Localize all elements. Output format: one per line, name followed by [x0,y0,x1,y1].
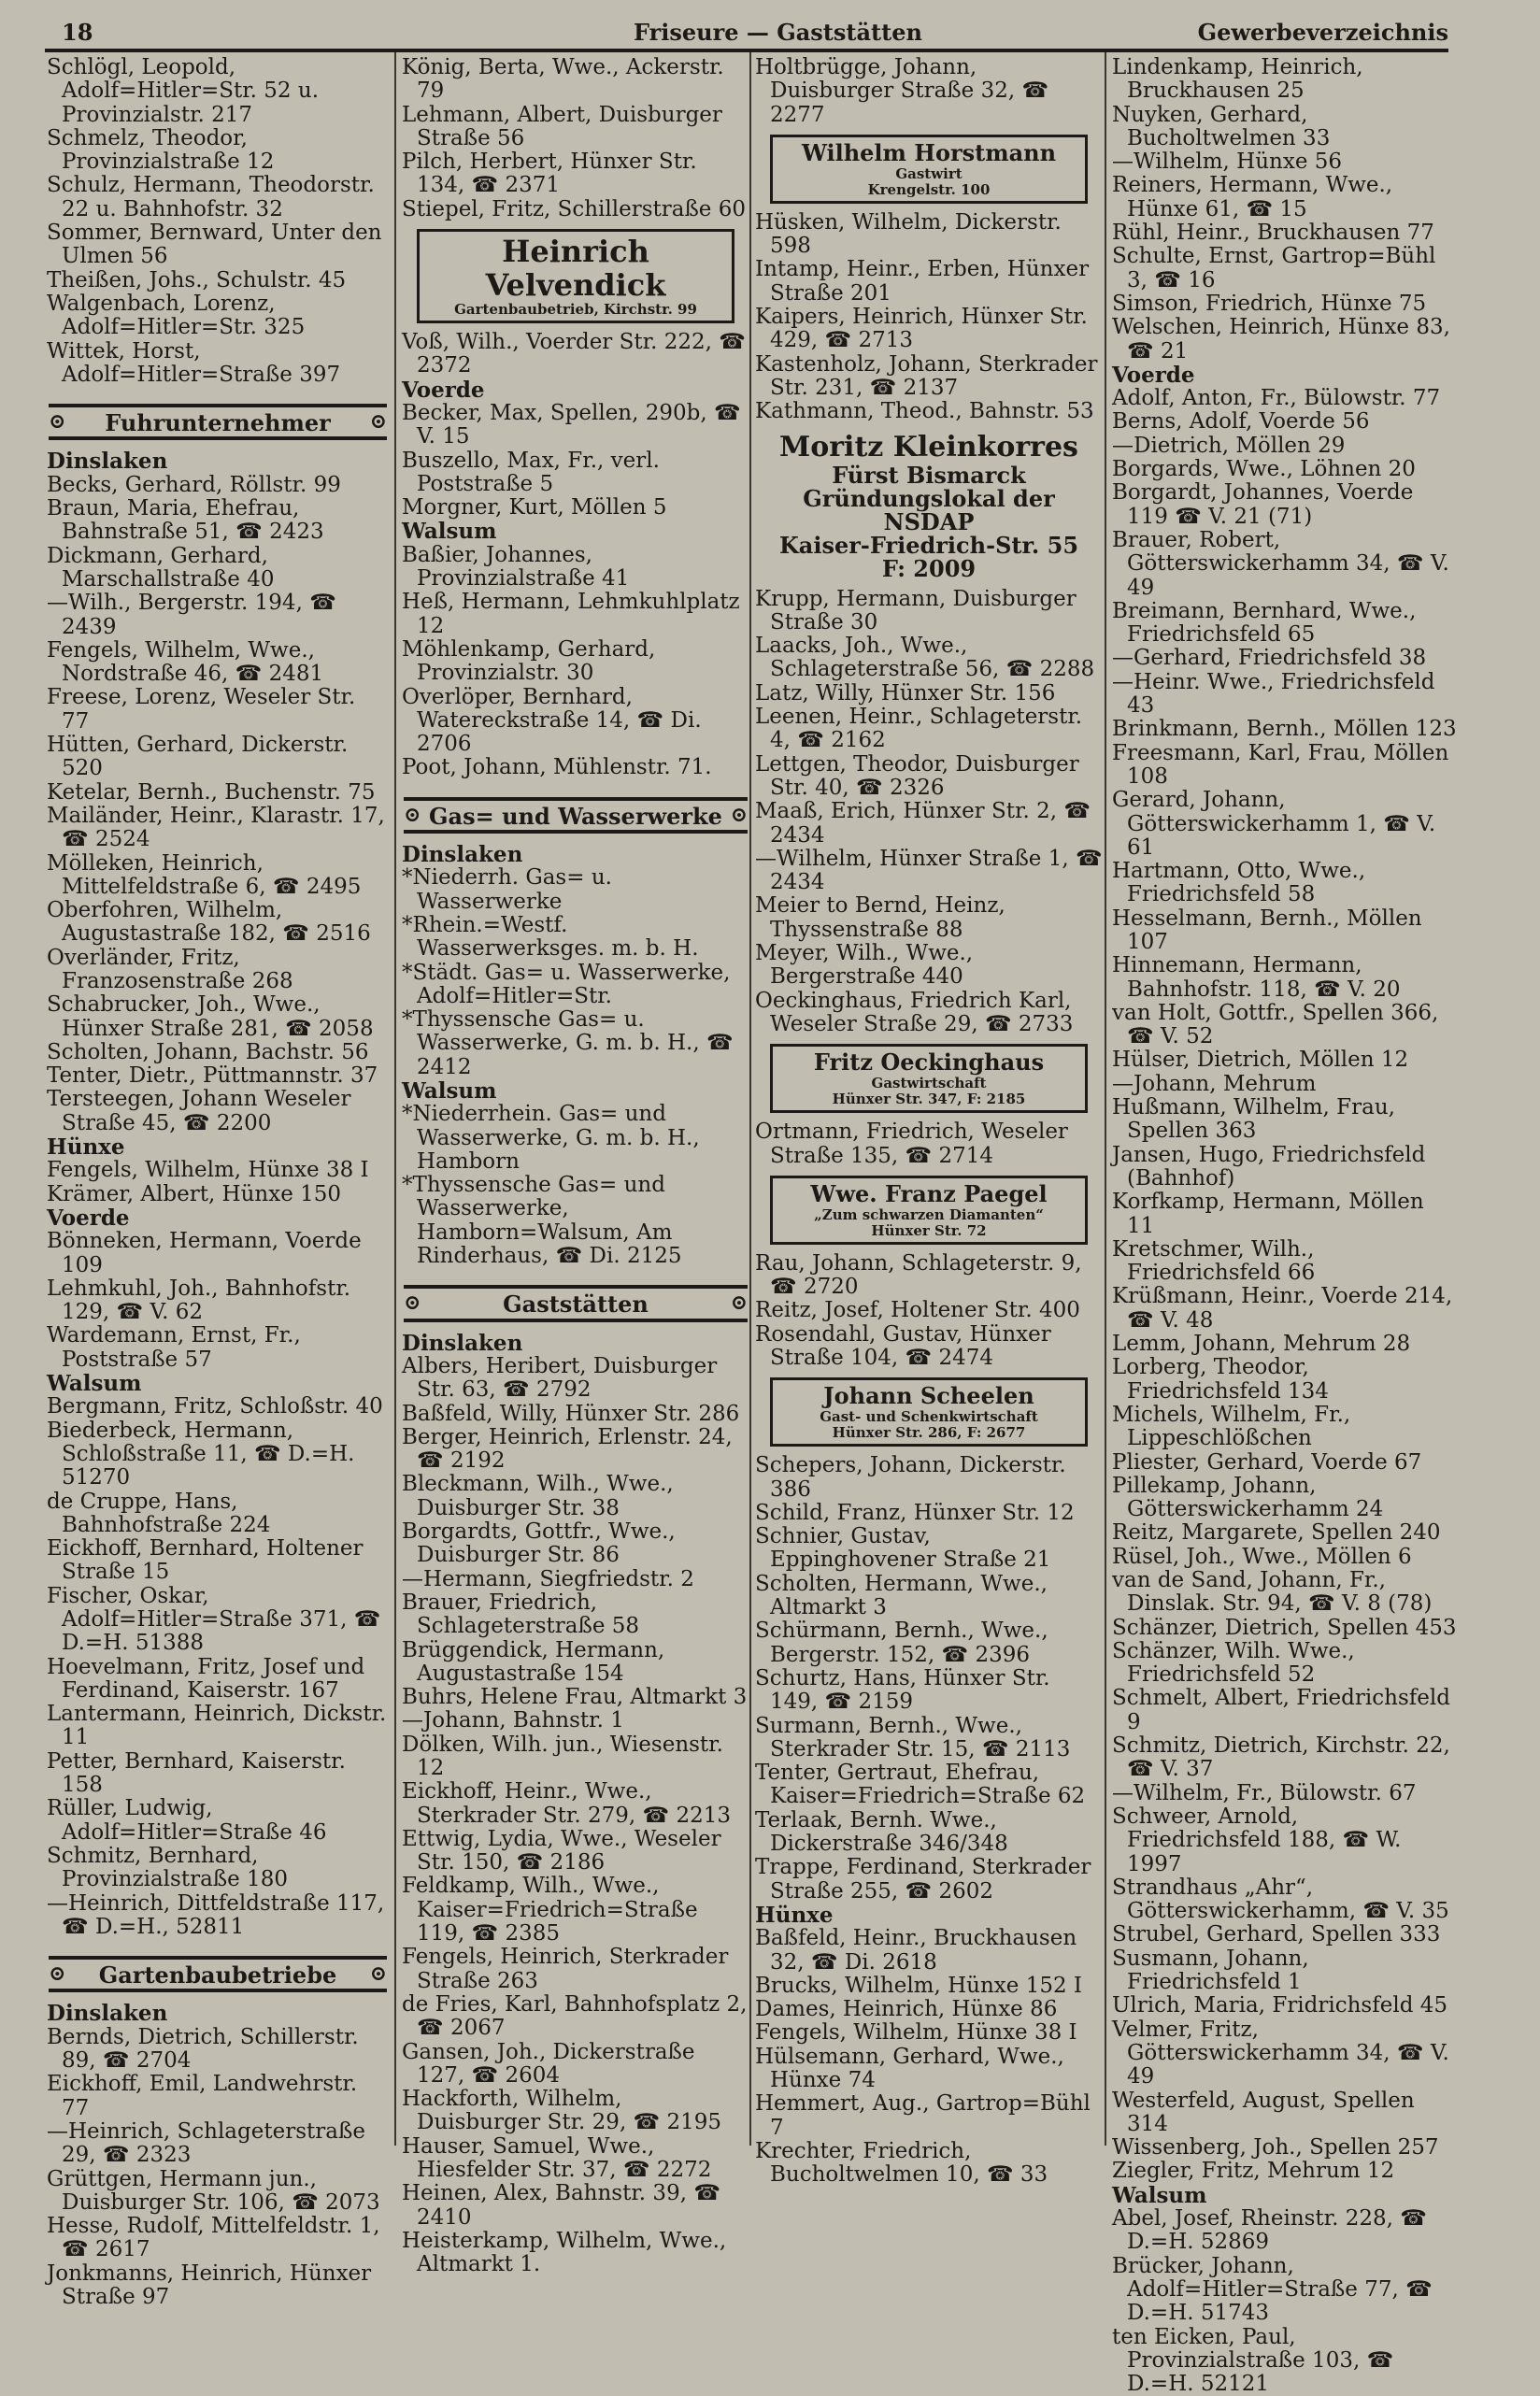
directory-entry: Hackforth, Wilhelm, Duisburger Str. 29, ☎ 2195 [402,2088,749,2135]
directory-entry: Heinen, Alex, Bahnstr. 39, ☎ 2410 [402,2182,749,2230]
directory-entry: Berns, Adolf, Voerde 56 [1112,410,1458,434]
directory-entry: König, Berta, Wwe., Ackerstr. 79 [402,56,749,104]
section-heading [49,404,387,440]
directory-entry: Grüttgen, Hermann jun., Duisburger Str. 106, ☎ 2073 [47,2168,389,2216]
directory-entry: Möhlenkamp, Gerhard, Provinzialstr. 30 [402,638,749,686]
directory-entry: Hesselmann, Bernh., Möllen 107 [1112,907,1458,955]
directory-entry: Ortmann, Friedrich, Weseler Straße 135, ☎ 2714 [755,1120,1103,1168]
directory-entry: Schmitz, Bernhard, Provinzialstraße 180 [47,1845,389,1892]
directory-entry: Krupp, Hermann, Duisburger Straße 30 [755,588,1103,635]
directory-entry: Morgner, Kurt, Möllen 5 [402,496,749,520]
advertisement-line: Kaiser-Friedrich-Str. 55 [755,534,1103,557]
place-heading: Dinslaken [402,1332,749,1355]
section-title: Fuhrunternehmer [105,409,331,436]
directory-entry: Hinnemann, Hermann, Bahnhofstr. 118, ☎ V. 20 [1112,954,1458,1002]
directory-entry: Hüsken, Wilhelm, Dickerstr. 598 [755,211,1103,259]
place-heading: Walsum [1112,2184,1458,2207]
directory-entry: Baßfeld, Willy, Hünxer Str. 286 [402,1403,749,1426]
directory-entry: *Niederrhein. Gas= und Wasserwerke, G. m. b. H., Hamborn [402,1103,749,1174]
advertisement-title: Johann Scheelen [778,1383,1079,1409]
place-heading: Hünxe [755,1904,1103,1927]
section-title: Gas= und Wasserwerke [429,803,722,830]
directory-entry: —Wilhelm, Hünxe 56 [1112,150,1458,174]
advertisement-line: Hünxer Str. 347, F: 2185 [778,1091,1079,1107]
directory-entry: Adolf, Anton, Fr., Bülowstr. 77 [1112,387,1458,410]
directory-entry: Walgenbach, Lorenz, Adolf=Hitler=Str. 325 [47,292,389,340]
advertisement-box [770,1176,1088,1245]
directory-entry: Schänzer, Dietrich, Spellen 453 [1112,1617,1458,1640]
advertisement-line: Hünxer Str. 286, F: 2677 [778,1425,1079,1441]
column-divider [749,52,751,2146]
directory-entry: Leenen, Heinr., Schlageterstr. 4, ☎ 2162 [755,706,1103,753]
advertisement-title: Wilhelm Horstmann [778,140,1079,166]
advertisement-line: „Zum schwarzen Diamanten“ [778,1207,1079,1223]
directory-entry: Mölleken, Heinrich, Mittelfeldstraße 6, ☎ 2495 [47,852,389,900]
directory-entry: *Thyssensche Gas= u. Wasserwerke, G. m. b. H., ☎ 2412 [402,1008,749,1079]
directory-entry: Freesmann, Karl, Frau, Möllen 108 [1112,742,1458,790]
directory-entry: Eickhoff, Heinr., Wwe., Sterkrader Str. 279, ☎ 2213 [402,1780,749,1828]
directory-entry: Hußmann, Wilhelm, Frau, Spellen 363 [1112,1096,1458,1144]
directory-entry: *Rhein.=Westf. Wasserwerksges. m. b. H. [402,914,749,962]
directory-entry: Breimann, Bernhard, Wwe., Friedrichsfeld 65 [1112,600,1458,648]
directory-entry: Hemmert, Aug., Gartrop=Bühl 7 [755,2092,1103,2140]
directory-entry: Rühl, Heinr., Bruckhausen 77 [1112,221,1458,245]
directory-entry: Schmelt, Albert, Friedrichsfeld 9 [1112,1687,1458,1734]
directory-entry: Freese, Lorenz, Weseler Str. 77 [47,686,389,734]
advertisement-line: Fürst Bismarck [755,464,1103,487]
column-divider [394,52,396,2146]
advertisement-line: Gast- und Schenkwirtschaft [778,1409,1079,1425]
circle-dot-icon: ⊙ [370,1962,387,1986]
advertisement-line: F: 2009 [755,557,1103,580]
directory-entry: Strubel, Gerhard, Spellen 333 [1112,1923,1458,1947]
directory-entry: Kastenholz, Johann, Sterkrader Str. 231, ☎ 2137 [755,353,1103,401]
place-heading: Dinslaken [402,843,749,866]
directory-entry: Hartmann, Otto, Wwe., Friedrichsfeld 58 [1112,860,1458,907]
directory-entry: *Niederrh. Gas= u. Wasserwerke [402,866,749,914]
directory-entry: Strandhaus „Ahr“, Götterswickerhamm, ☎ V. 35 [1112,1876,1458,1924]
directory-entry: Kaipers, Heinrich, Hünxer Str. 429, ☎ 2713 [755,306,1103,353]
page-number: 18 [62,19,93,46]
directory-entry: Buhrs, Helene Frau, Altmarkt 3 [402,1686,749,1709]
circle-dot-icon: ⊙ [370,410,387,434]
place-heading: Dinslaken [47,2002,389,2025]
directory-entry: Scholten, Johann, Bachstr. 56 [47,1041,389,1064]
directory-entry: Heisterkamp, Wilhelm, Wwe., Altmarkt 1. [402,2230,749,2277]
advertisement-line: Gastwirt [778,166,1079,182]
directory-entry: Hesse, Rudolf, Mittelfeldstr. 1, ☎ 2617 [47,2215,389,2262]
directory-entry: Overlöper, Bernhard, Watereckstraße 14, ☎ Di. 2706 [402,686,749,757]
directory-entry: Fengels, Wilhelm, Hünxe 38 I [755,2021,1103,2045]
advertisement-title: Wwe. Franz Paegel [778,1181,1079,1207]
page-header [45,15,1448,47]
directory-entry: Schweer, Arnold, Friedrichsfeld 188, ☎ W. 1997 [1112,1805,1458,1876]
directory-entry: Schnier, Gustav, Eppinghovener Straße 21 [755,1525,1103,1573]
directory-entry: Schürmann, Bernh., Wwe., Bergerstr. 152, ☎ 2396 [755,1619,1103,1667]
section-title: Gartenbaubetriebe [99,1961,337,1989]
directory-entry: Nuyken, Gerhard, Bucholtwelmen 33 [1112,104,1458,151]
directory-entry: Abel, Josef, Rheinstr. 228, ☎ D.=H. 52869 [1112,2207,1458,2255]
directory-entry: Ketelar, Bernh., Buchenstr. 75 [47,781,389,805]
column-2 [402,56,749,2146]
directory-entry: Wittek, Horst, Adolf=Hitler=Straße 397 [47,340,389,388]
directory-entry: Voß, Wilh., Voerder Str. 222, ☎ 2372 [402,331,749,378]
directory-entry: Schurtz, Hans, Hünxer Str. 149, ☎ 2159 [755,1667,1103,1715]
directory-entry: Krüßmann, Heinr., Voerde 214, ☎ V. 48 [1112,1285,1458,1333]
directory-entry: de Fries, Karl, Bahnhofsplatz 2, ☎ 2067 [402,1993,749,2041]
directory-entry: Susmann, Johann, Friedrichsfeld 1 [1112,1947,1458,1995]
place-heading: Voerde [47,1206,389,1230]
directory-entry: Tenter, Gertraut, Ehefrau, Kaiser=Friedrich=Straße 62 [755,1761,1103,1809]
directory-entry: —Wilh., Bergerstr. 194, ☎ 2439 [47,592,389,639]
column-1 [47,56,389,2146]
directory-entry: Bergmann, Fritz, Schloßstr. 40 [47,1395,389,1419]
header-rule [45,49,1448,52]
directory-entry: —Wilhelm, Hünxer Straße 1, ☎ 2434 [755,848,1103,895]
directory-entry: Schulte, Ernst, Gartrop=Bühl 3, ☎ 16 [1112,245,1458,292]
directory-entry: Biederbeck, Hermann, Schloßstraße 11, ☎ D.=H. 51270 [47,1419,389,1490]
directory-entry: Rau, Johann, Schlageterstr. 9, ☎ 2720 [755,1252,1103,1300]
advertisement-title: Moritz Kleinkorres [755,432,1103,464]
directory-entry: Fengels, Wilhelm, Hünxe 38 I [47,1159,389,1182]
directory-entry: Becker, Max, Spellen, 290b, ☎ V. 15 [402,402,749,449]
directory-entry: Welschen, Heinrich, Hünxe 83, ☎ 21 [1112,316,1458,364]
directory-entry: Westerfeld, August, Spellen 314 [1112,2089,1458,2137]
directory-entry: Krechter, Friedrich, Bucholtwelmen 10, ☎ 33 [755,2140,1103,2188]
directory-entry: Braun, Maria, Ehefrau, Bahnstraße 51, ☎ 2423 [47,497,389,545]
directory-entry: Schild, Franz, Hünxer Str. 12 [755,1502,1103,1525]
directory-entry: Borgardt, Johannes, Voerde 119 ☎ V. 21 (71) [1112,481,1458,529]
directory-entry: Latz, Willy, Hünxer Str. 156 [755,682,1103,706]
section-title: Gaststätten [503,1291,649,1318]
advertisement-box [755,432,1103,580]
directory-entry: Hülsemann, Gerhard, Wwe., Hünxe 74 [755,2046,1103,2093]
directory-entry: Fengels, Heinrich, Sterkrader Straße 263 [402,1946,749,1993]
directory-entry: Eickhoff, Emil, Landwehrstr. 77 [47,2073,389,2120]
circle-dot-icon: ⊙ [731,1291,748,1315]
directory-entry: Ulrich, Maria, Fridrichsfeld 45 [1112,1994,1458,2018]
directory-entry: Sommer, Bernward, Unter den Ulmen 56 [47,221,389,269]
directory-entry: Fengels, Wilhelm, Wwe., Nordstraße 46, ☎ 2481 [47,639,389,687]
advertisement-box [770,1377,1088,1447]
directory-entry: Lettgen, Theodor, Duisburger Str. 40, ☎ 2326 [755,753,1103,801]
directory-entry: Wardemann, Ernst, Fr., Poststraße 57 [47,1324,389,1372]
directory-entry: Pilch, Herbert, Hünxer Str. 134, ☎ 2371 [402,150,749,198]
running-title: Friseure — Gaststätten [634,19,922,46]
place-heading: Walsum [402,520,749,543]
section-heading [404,1285,748,1321]
directory-entry: van Holt, Gottfr., Spellen 366, ☎ V. 52 [1112,1002,1458,1049]
directory-entry: Jansen, Hugo, Friedrichsfeld (Bahnhof) [1112,1144,1458,1191]
directory-entry: ten Eicken, Paul, Provinzialstraße 103, ☎ D.=H. 52121 [1112,2326,1458,2396]
directory-entry: Poot, Johann, Mühlenstr. 71. [402,756,749,779]
directory-entry: Brucks, Wilhelm, Hünxe 152 I [755,1975,1103,1998]
directory-entry: Surmann, Bernh., Wwe., Sterkrader Str. 15, ☎ 2113 [755,1715,1103,1762]
directory-entry: Schabrucker, Joh., Wwe., Hünxer Straße 281, ☎ 2058 [47,993,389,1041]
directory-entry: Schulz, Hermann, Theodorstr. 22 u. Bahnhofstr. 32 [47,174,389,221]
advertisement-line: Gastwirtschaft [778,1076,1079,1091]
directory-entry: Borgardts, Gottfr., Wwe., Duisburger Str. 86 [402,1520,749,1568]
place-heading: Hünxe [47,1135,389,1159]
directory-entry: Ziegler, Fritz, Mehrum 12 [1112,2160,1458,2183]
circle-dot-icon: ⊙ [49,1962,65,1986]
directory-entry: —Heinrich, Schlageterstraße 29, ☎ 2323 [47,2120,389,2168]
directory-entry: Feldkamp, Wilh., Wwe., Kaiser=Friedrich=Straße 119, ☎ 2385 [402,1875,749,1946]
directory-entry: Simson, Friedrich, Hünxe 75 [1112,292,1458,316]
directory-entry: Velmer, Fritz, Götterswickerhamm 34, ☎ V. 49 [1112,2018,1458,2089]
directory-entry: Korfkamp, Hermann, Möllen 11 [1112,1191,1458,1238]
directory-entry: Heß, Hermann, Lehmkuhlplatz 12 [402,591,749,638]
directory-entry: Maaß, Erich, Hünxer Str. 2, ☎ 2434 [755,800,1103,848]
column-4 [1112,56,1458,2146]
directory-entry: Jonkmanns, Heinrich, Hünxer Straße 97 [47,2262,389,2310]
directory-entry: Lemm, Johann, Mehrum 28 [1112,1333,1458,1356]
directory-entry: Reitz, Josef, Holtener Str. 400 [755,1299,1103,1322]
directory-entry: Overländer, Fritz, Franzosenstraße 268 [47,947,389,994]
directory-entry: Kathmann, Theod., Bahnstr. 53 [755,400,1103,423]
directory-entry: —Heinrich, Dittfeldstraße 117, ☎ D.=H., 52811 [47,1892,389,1940]
directory-entry: Pliester, Gerhard, Voerde 67 [1112,1451,1458,1475]
directory-entry: Brauer, Robert, Götterswickerhamm 34, ☎ V. 49 [1112,529,1458,600]
directory-entry: Schmelz, Theodor, Provinzialstraße 12 [47,127,389,175]
section-heading [49,1956,387,1992]
directory-entry: Hoevelmann, Fritz, Josef und Ferdinand, Kaiserstr. 167 [47,1656,389,1704]
directory-entry: Lehmkuhl, Joh., Bahnhofstr. 129, ☎ V. 62 [47,1277,389,1325]
circle-dot-icon: ⊙ [404,804,421,827]
directory-entry: Michels, Wilhelm, Fr., Lippeschlößchen [1112,1404,1458,1451]
advertisement-title: Heinrich Velvendick [425,235,726,302]
directory-entry: Dickmann, Gerhard, Marschallstraße 40 [47,545,389,592]
place-heading: Voerde [1112,364,1458,387]
directory-entry: Laacks, Joh., Wwe., Schlageterstraße 56, ☎ 2288 [755,635,1103,682]
directory-entry: —Johann, Mehrum [1112,1073,1458,1096]
directory-entry: Schepers, Johann, Dickerstr. 386 [755,1454,1103,1502]
advertisement-title: Fritz Oeckinghaus [778,1049,1079,1076]
directory-entry: Scholten, Hermann, Wwe., Altmarkt 3 [755,1573,1103,1620]
place-heading: Walsum [47,1372,389,1395]
directory-entry: Oeckinghaus, Friedrich Karl, Weseler Straße 29, ☎ 2733 [755,990,1103,1037]
directory-entry: Trappe, Ferdinand, Sterkrader Straße 255, ☎ 2602 [755,1856,1103,1904]
directory-entry: Buszello, Max, Fr., verl. Poststraße 5 [402,449,749,497]
directory-entry: Rosendahl, Gustav, Hünxer Straße 104, ☎ 2474 [755,1323,1103,1371]
directory-entry: Dölken, Wilh. jun., Wiesenstr. 12 [402,1733,749,1781]
directory-entry: Schlögl, Leopold, Adolf=Hitler=Str. 52 u. Provinzialstr. 217 [47,56,389,127]
advertisement-line: Gartenbaubetrieb, Kirchstr. 99 [425,302,726,318]
column-3 [755,56,1103,2146]
directory-entry: Oberfohren, Wilhelm, Augustastraße 182, ☎ 2516 [47,899,389,947]
advertisement-line: Gründungslokal der NSDAP [755,487,1103,534]
running-title-right: Gewerbeverzeichnis [1198,19,1448,46]
directory-entry: Hauser, Samuel, Wwe., Hiesfelder Str. 37, ☎ 2272 [402,2135,749,2183]
directory-entry: Ettwig, Lydia, Wwe., Weseler Str. 150, ☎ 2186 [402,1828,749,1875]
directory-entry: Brauer, Friedrich, Schlageterstraße 58 [402,1591,749,1639]
directory-entry: Mailänder, Heinr., Klarastr. 17, ☎ 2524 [47,805,389,852]
directory-entry: *Städt. Gas= u. Wasserwerke, Adolf=Hitler=Str. [402,962,749,1009]
directory-entry: Fischer, Oskar, Adolf=Hitler=Straße 371, ☎ D.=H. 51388 [47,1585,389,1656]
directory-entry: Baßfeld, Heinr., Bruckhausen 32, ☎ Di. 2618 [755,1927,1103,1975]
directory-entry: Reiners, Hermann, Wwe., Hünxe 61, ☎ 15 [1112,174,1458,221]
directory-entry: Rüsel, Joh., Wwe., Möllen 6 [1112,1546,1458,1569]
directory-entry: Meier to Bernd, Heinz, Thyssenstraße 88 [755,894,1103,942]
advertisement-box [770,1044,1088,1113]
directory-entry: Wissenberg, Joh., Spellen 257 [1112,2136,1458,2160]
directory-entry: Bleckmann, Wilh., Wwe., Duisburger Str. 38 [402,1473,749,1520]
directory-entry: Bönneken, Hermann, Voerde 109 [47,1230,389,1277]
directory-entry: Gerard, Johann, Götterswickerhamm 1, ☎ V. 61 [1112,789,1458,860]
directory-entry: —Johann, Bahnstr. 1 [402,1709,749,1733]
circle-dot-icon: ⊙ [731,804,748,827]
directory-entry: Brüggendick, Hermann, Augustastraße 154 [402,1639,749,1687]
directory-entry: Krämer, Albert, Hünxe 150 [47,1183,389,1206]
directory-entry: Hülser, Dietrich, Möllen 12 [1112,1048,1458,1072]
directory-entry: Lehmann, Albert, Duisburger Straße 56 [402,104,749,151]
directory-entry: Lantermann, Heinrich, Dickstr. 11 [47,1703,389,1750]
directory-entry: —Gerhard, Friedrichsfeld 38 [1112,647,1458,670]
advertisement-box [770,135,1088,204]
directory-entry: *Thyssensche Gas= und Wasserwerke, Hamborn=Walsum, Am Rinderhaus, ☎ Di. 2125 [402,1174,749,1268]
directory-entry: Brinkmann, Bernh., Möllen 123 [1112,718,1458,741]
directory-entry: Rüller, Ludwig, Adolf=Hitler=Straße 46 [47,1797,389,1845]
directory-entry: Holtbrügge, Johann, Duisburger Straße 32, ☎ 2277 [755,56,1103,127]
directory-entry: Bernds, Dietrich, Schillerstr. 89, ☎ 2704 [47,2026,389,2074]
directory-entry: Meyer, Wilh., Wwe., Bergerstraße 440 [755,942,1103,990]
circle-dot-icon: ⊙ [49,410,65,434]
directory-entry: Kretschmer, Wilh., Friedrichsfeld 66 [1112,1238,1458,1286]
place-heading: Dinslaken [47,449,389,473]
directory-entry: Lorberg, Theodor, Friedrichsfeld 134 [1112,1356,1458,1404]
directory-entry: Reitz, Margarete, Spellen 240 [1112,1521,1458,1545]
directory-entry: Petter, Bernhard, Kaiserstr. 158 [47,1750,389,1798]
directory-entry: Tenter, Dietr., Püttmannstr. 37 [47,1064,389,1088]
directory-entry: Hütten, Gerhard, Dickerstr. 520 [47,734,389,781]
directory-entry: Intamp, Heinr., Erben, Hünxer Straße 201 [755,258,1103,306]
directory-entry: —Wilhelm, Fr., Bülowstr. 67 [1112,1782,1458,1805]
advertisement-line: Krengelstr. 100 [778,182,1079,198]
advertisement-line: Hünxer Str. 72 [778,1223,1079,1239]
directory-entry: Schmitz, Dietrich, Kirchstr. 22, ☎ V. 37 [1112,1734,1458,1782]
place-heading: Walsum [402,1079,749,1103]
directory-entry: Theißen, Johs., Schulstr. 45 [47,269,389,292]
directory-entry: Borgards, Wwe., Löhnen 20 [1112,458,1458,481]
advertisement-box [417,229,734,323]
directory-entry: Albers, Heribert, Duisburger Str. 63, ☎ 2792 [402,1355,749,1403]
directory-entry: Becks, Gerhard, Röllstr. 99 [47,474,389,497]
directory-entry: —Dietrich, Möllen 29 [1112,435,1458,458]
directory-entry: Stiepel, Fritz, Schillerstraße 60 [402,198,749,221]
directory-entry: Gansen, Joh., Dickerstraße 127, ☎ 2604 [402,2041,749,2089]
directory-entry: Schänzer, Wilh. Wwe., Friedrichsfeld 52 [1112,1640,1458,1688]
directory-entry: de Cruppe, Hans, Bahnhofstraße 224 [47,1490,389,1538]
directory-entry: Pillekamp, Johann, Götterswickerhamm 24 [1112,1475,1458,1522]
directory-entry: —Heinr. Wwe., Friedrichsfeld 43 [1112,671,1458,719]
directory-entry: Dames, Heinrich, Hünxe 86 [755,1998,1103,2021]
directory-entry: Terlaak, Bernh. Wwe., Dickerstraße 346/348 [755,1809,1103,1857]
section-heading [404,797,748,834]
place-heading: Voerde [402,378,749,402]
directory-entry: Berger, Heinrich, Erlenstr. 24, ☎ 2192 [402,1426,749,1474]
column-divider [1105,52,1106,2146]
directory-entry: —Hermann, Siegfriedstr. 2 [402,1568,749,1591]
directory-entry: van de Sand, Johann, Fr., Dinslak. Str. 94, ☎ V. 8 (78) [1112,1569,1458,1617]
directory-entry: Baßier, Johannes, Provinzialstraße 41 [402,544,749,592]
directory-entry: Eickhoff, Bernhard, Holtener Straße 15 [47,1537,389,1585]
directory-entry: Lindenkamp, Heinrich, Bruckhausen 25 [1112,56,1458,104]
directory-entry: Brücker, Johann, Adolf=Hitler=Straße 77, ☎ D.=H. 51743 [1112,2255,1458,2326]
directory-entry: Tersteegen, Johann Weseler Straße 45, ☎ 2200 [47,1088,389,1135]
circle-dot-icon: ⊙ [404,1291,421,1315]
